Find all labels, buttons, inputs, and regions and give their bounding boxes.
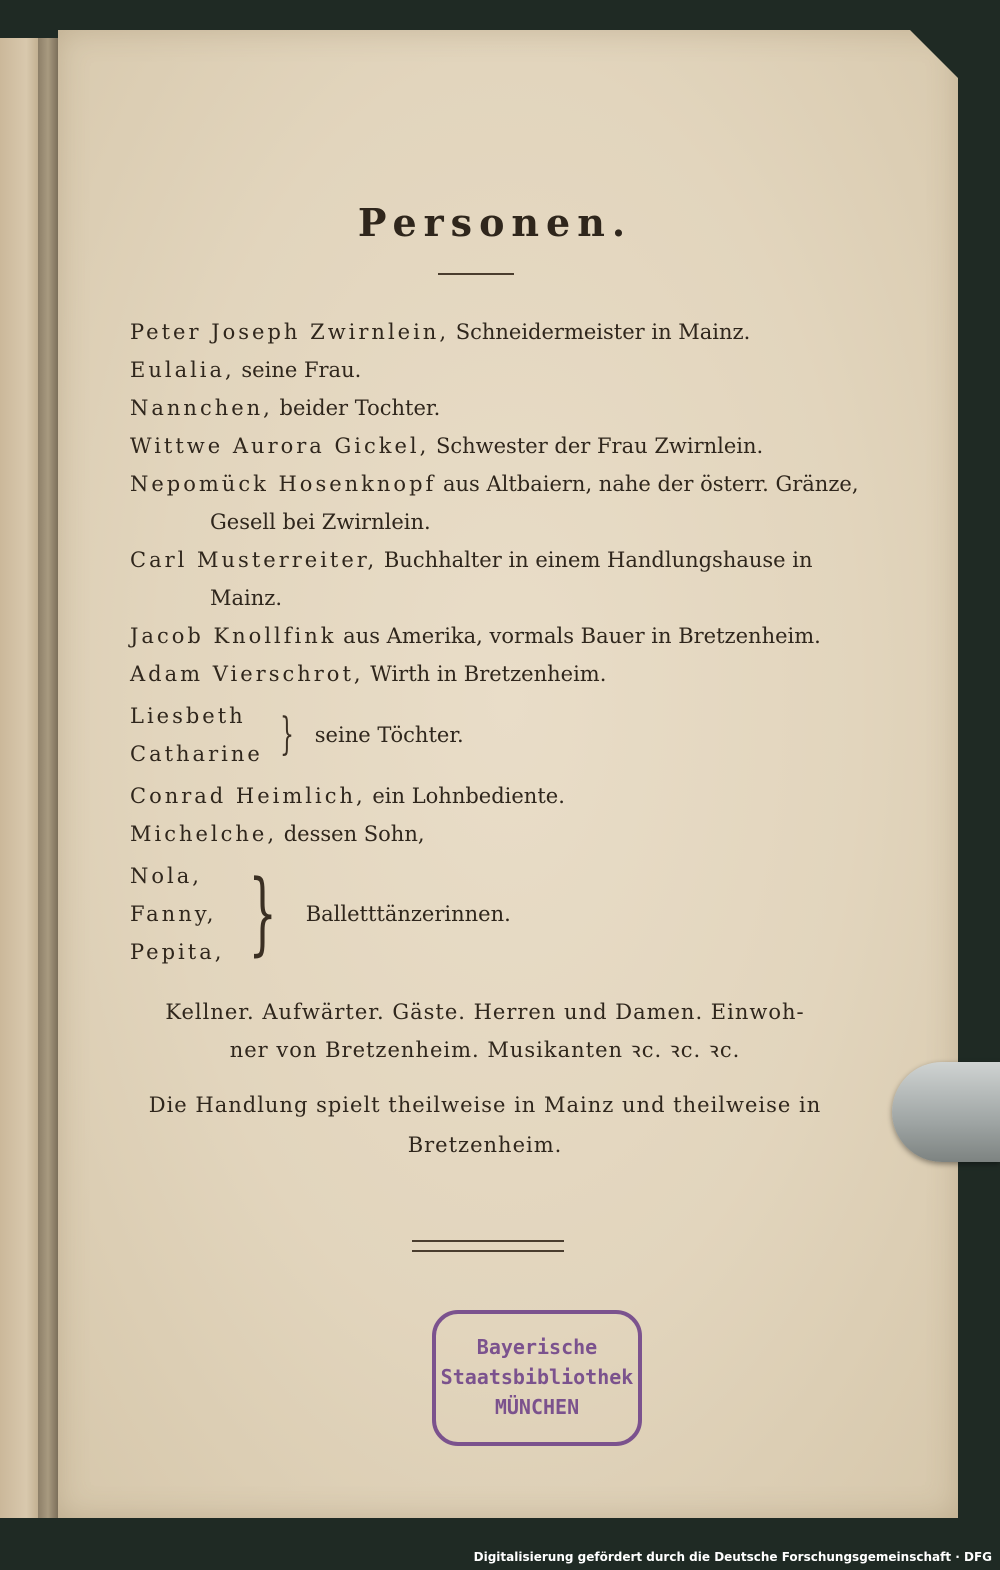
character-name: Catharine <box>130 742 263 766</box>
cast-entry <box>130 351 840 389</box>
stamp-line: Bayerische <box>476 1335 598 1359</box>
digitization-credit: Digitalisierung gefördert durch die Deutsche Forschungsgemeinschaft · DFG <box>473 1550 992 1564</box>
dancers-names <box>130 857 224 971</box>
setting-line: Die Handlung spielt theilweise in Mainz und theilweise in <box>148 1093 822 1117</box>
cast-entry <box>130 777 840 815</box>
cast-entry <box>130 655 840 693</box>
character-role: seine Frau. <box>234 358 362 382</box>
setting-note <box>130 1085 840 1165</box>
cast-entry-continuation: Gesell bei Zwirnlein. <box>210 510 431 534</box>
cast-entry-continuation: Mainz. <box>210 586 283 610</box>
group-role: seine Töchter. <box>314 723 464 747</box>
character-name: Nannchen, <box>130 396 273 420</box>
character-name: Jacob Knollfink <box>130 624 337 648</box>
character-role: aus Altbaiern, nahe der österr. Gränze, <box>436 472 859 496</box>
book-spine <box>38 38 58 1518</box>
character-name: Wittwe Aurora Gickel, <box>130 434 430 458</box>
cast-entry <box>130 389 840 427</box>
curly-brace: } <box>248 861 278 966</box>
extras-line: Kellner. Aufwärter. Gäste. Herren und Damen. Einwoh- <box>165 1000 805 1024</box>
character-name: Pepita, <box>130 940 225 964</box>
cast-entry <box>130 465 859 503</box>
setting-line: Bretzenheim. <box>407 1133 563 1157</box>
character-role: Buchhalter in einem Handlungshause in <box>377 548 813 572</box>
stamp-line: Staatsbibliothek <box>440 1365 634 1389</box>
character-role: beider Tochter. <box>272 396 441 420</box>
cast-entry <box>130 541 840 579</box>
dancers-group <box>130 857 840 971</box>
character-name: Fanny, <box>130 902 217 926</box>
character-role: dessen Sohn, <box>277 822 425 846</box>
stamp-line: MÜNCHEN <box>494 1395 580 1419</box>
character-name: Liesbeth <box>130 704 246 728</box>
title-rule <box>438 273 514 275</box>
cast-list <box>130 313 859 971</box>
daughters-group <box>130 697 840 773</box>
character-name: Eulalia, <box>130 358 235 382</box>
character-name: Adam Vierschrot, <box>130 662 364 686</box>
extras-list <box>130 993 840 1069</box>
character-name: Carl Musterreiter, <box>130 548 378 572</box>
character-name: Nola, <box>130 864 202 888</box>
cast-entry <box>130 313 840 351</box>
library-stamp <box>432 1310 642 1446</box>
character-name: Nepomück Hosenknopf <box>130 472 437 496</box>
cast-entry <box>130 815 840 853</box>
character-role: Wirth in Bretzenheim. <box>363 662 607 686</box>
closing-rule <box>412 1240 564 1252</box>
page-clip <box>892 1062 1000 1162</box>
group-role: Balletttänzerinnen. <box>305 902 511 926</box>
character-name: Peter Joseph Zwirnlein, <box>130 320 450 344</box>
cast-entry <box>130 617 840 655</box>
cast-entry <box>130 427 840 465</box>
page-content <box>130 200 859 1165</box>
page-title: Personen. <box>357 200 633 245</box>
character-role: aus Amerika, vormals Bauer in Bretzenheim. <box>336 624 821 648</box>
character-role: ein Lohnbediente. <box>365 784 565 808</box>
character-role: Schwester der Frau Zwirnlein. <box>429 434 764 458</box>
character-name: Conrad Heimlich, <box>130 784 366 808</box>
character-role: Schneidermeister in Mainz. <box>449 320 751 344</box>
daughters-names <box>130 697 263 773</box>
page-corner <box>910 30 958 78</box>
character-name: Michelche, <box>130 822 278 846</box>
extras-line: ner von Bretzenheim. Musikanten ꝛc. ꝛc. ꝛc. <box>229 1038 741 1062</box>
curly-brace: } <box>279 709 294 760</box>
